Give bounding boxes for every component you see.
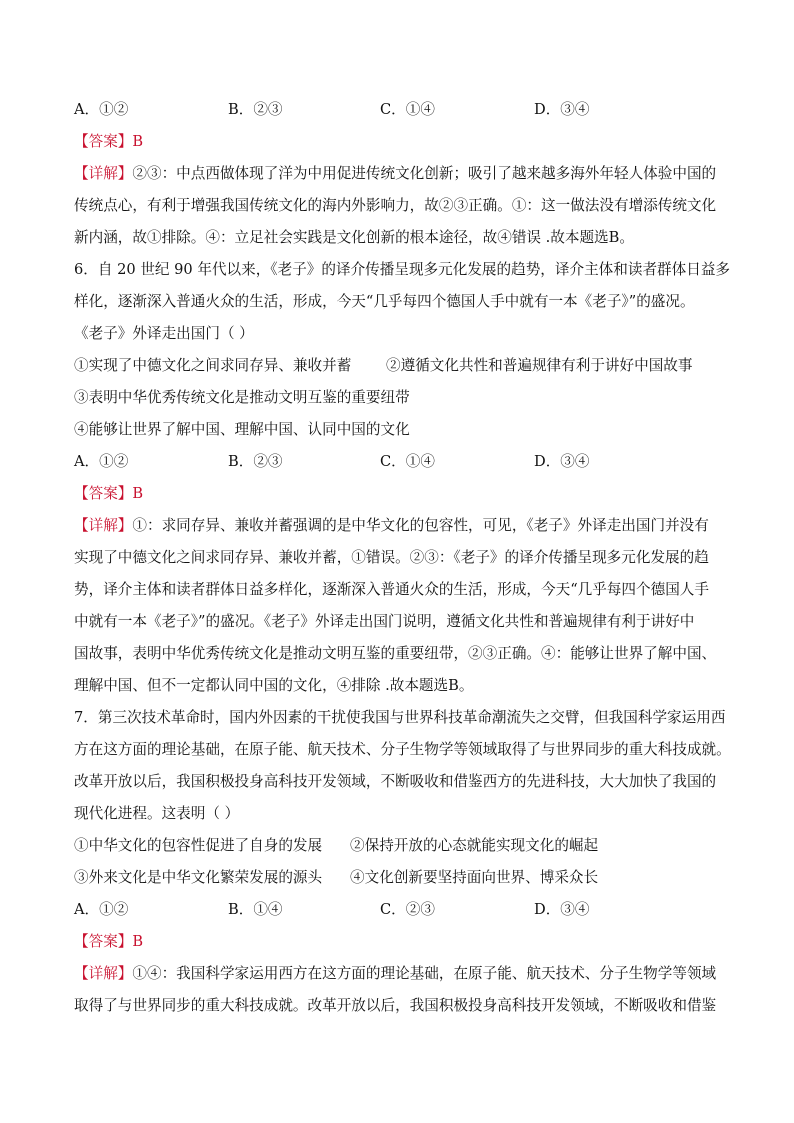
answer-label: 【答案】	[74, 133, 133, 150]
answer-line	[74, 484, 143, 504]
detail-line: 新内涵，故①排除。④：立足社会实践是文化创新的根本途径，故④错误 .故本题选B。	[74, 229, 634, 246]
option-a: A．①②	[74, 901, 129, 918]
detail-line: 中就有一本《老子》”的盛况。《老子》外译走出国门说明，遵循文化共性和普遍规律有利于讲好中	[74, 613, 695, 630]
option-d: D．③④	[534, 101, 590, 118]
question-stem: 方在这方面的理论基础，在原子能、航天技术、分子生物学等领域取得了与世界同步的重大科技成就。	[74, 741, 731, 758]
detail-line: 国故事，表明中华优秀传统文化是推动文明互鉴的重要纽带，②③正确。④：能够让世界了解中国、	[74, 645, 717, 662]
statement-4: ④能够让世界了解中国、理解中国、认同中国的文化	[74, 421, 410, 438]
question-stem: 改革开放以后，我国积极投身高科技开发领域，不断吸收和借鉴西方的先进科技，大大加快了我国的	[74, 773, 717, 790]
option-d: D．③④	[534, 453, 590, 470]
option-d: D．③④	[534, 901, 590, 918]
detail-line: 传统点心，有利于增强我国传统文化的海内外影响力，故②③正确。①：这一做法没有增添传统文化	[74, 197, 717, 214]
answer-line	[74, 932, 143, 952]
option-c: C．②③	[380, 901, 435, 918]
detail-line: 势，译介主体和读者群体日益多样化，逐渐深入普通火众的生活，形成，今天“几乎每四个德国人手	[74, 581, 709, 598]
detail-line: 取得了与世界同步的重大科技成就。改革开放以后，我国积极投身高科技开发领域，不断吸收和借鉴	[74, 997, 717, 1014]
question-stem: 7．第三次技术革命时，国内外因素的干扰使我国与世界科技革命潮流失之交臂，但我国科学家运用西	[74, 709, 726, 726]
option-b: B．②③	[228, 453, 283, 470]
answer-value: B	[132, 933, 144, 950]
statement-1: ①实现了中德文化之间求同存异、兼收并蓄	[74, 357, 352, 374]
statement-3: ③外来文化是中华文化繁荣发展的源头	[74, 869, 323, 886]
statement-2: ②保持开放的心态就能实现文化的崛起	[350, 837, 599, 854]
detail-line	[74, 164, 716, 184]
question-stem: 6．自 20 世纪 90 年代以来，《老子》的译介传播呈现多元化发展的趋势，译介主体和读者群体日益多	[74, 261, 731, 278]
answer-value: B	[132, 485, 144, 502]
option-a: A．①②	[74, 453, 129, 470]
statement-2: ②遵循文化共性和普遍规律有利于讲好中国故事	[386, 357, 693, 374]
detail-text: ①④：我国科学家运用西方在这方面的理论基础，在原子能、航天技术、分子生物学等领域	[132, 965, 717, 982]
option-c: C．①④	[380, 101, 435, 118]
detail-label: 【详解】	[74, 517, 133, 534]
option-c: C．①④	[380, 453, 435, 470]
answer-label: 【答案】	[74, 933, 133, 950]
option-b: B．①④	[228, 901, 283, 918]
detail-line: 理解中国、但不一定都认同中国的文化，④排除 .故本题选B。	[74, 677, 474, 694]
statement-1: ①中华文化的包容性促进了自身的发展	[74, 837, 323, 854]
statement-3: ③表明中华优秀传统文化是推动文明互鉴的重要纽带	[74, 389, 410, 406]
detail-label: 【详解】	[74, 965, 133, 982]
answer-line	[74, 132, 143, 152]
statement-4: ④文化创新要坚持面向世界、博采众长	[350, 869, 599, 886]
answer-value: B	[132, 133, 144, 150]
question-stem: 样化，逐渐深入普通火众的生活，形成，今天“几乎每四个德国人手中就有一本《老子》”的盛况。	[74, 293, 695, 310]
detail-text: ②③：中点西做体现了洋为中用促进传统文化创新；吸引了越来越多海外年轻人体验中国的	[132, 165, 717, 182]
answer-label: 【答案】	[74, 485, 133, 502]
option-a: A．①②	[74, 101, 129, 118]
option-b: B．②③	[228, 101, 283, 118]
question-stem: 《老子》外译走出国门（ ）	[74, 325, 254, 342]
detail-line: 实现了中德文化之间求同存异、兼收并蓄，①错误。②③：《老子》的译介传播呈现多元化发展的趋	[74, 549, 709, 566]
detail-line	[74, 964, 716, 984]
question-stem: 现代化进程。这表明（ ）	[74, 805, 240, 822]
detail-line	[74, 516, 709, 536]
detail-label: 【详解】	[74, 165, 133, 182]
detail-text: ①：求同存异、兼收并蓄强调的是中华文化的包容性，可见，《老子》外译走出国门并没有	[132, 517, 709, 534]
